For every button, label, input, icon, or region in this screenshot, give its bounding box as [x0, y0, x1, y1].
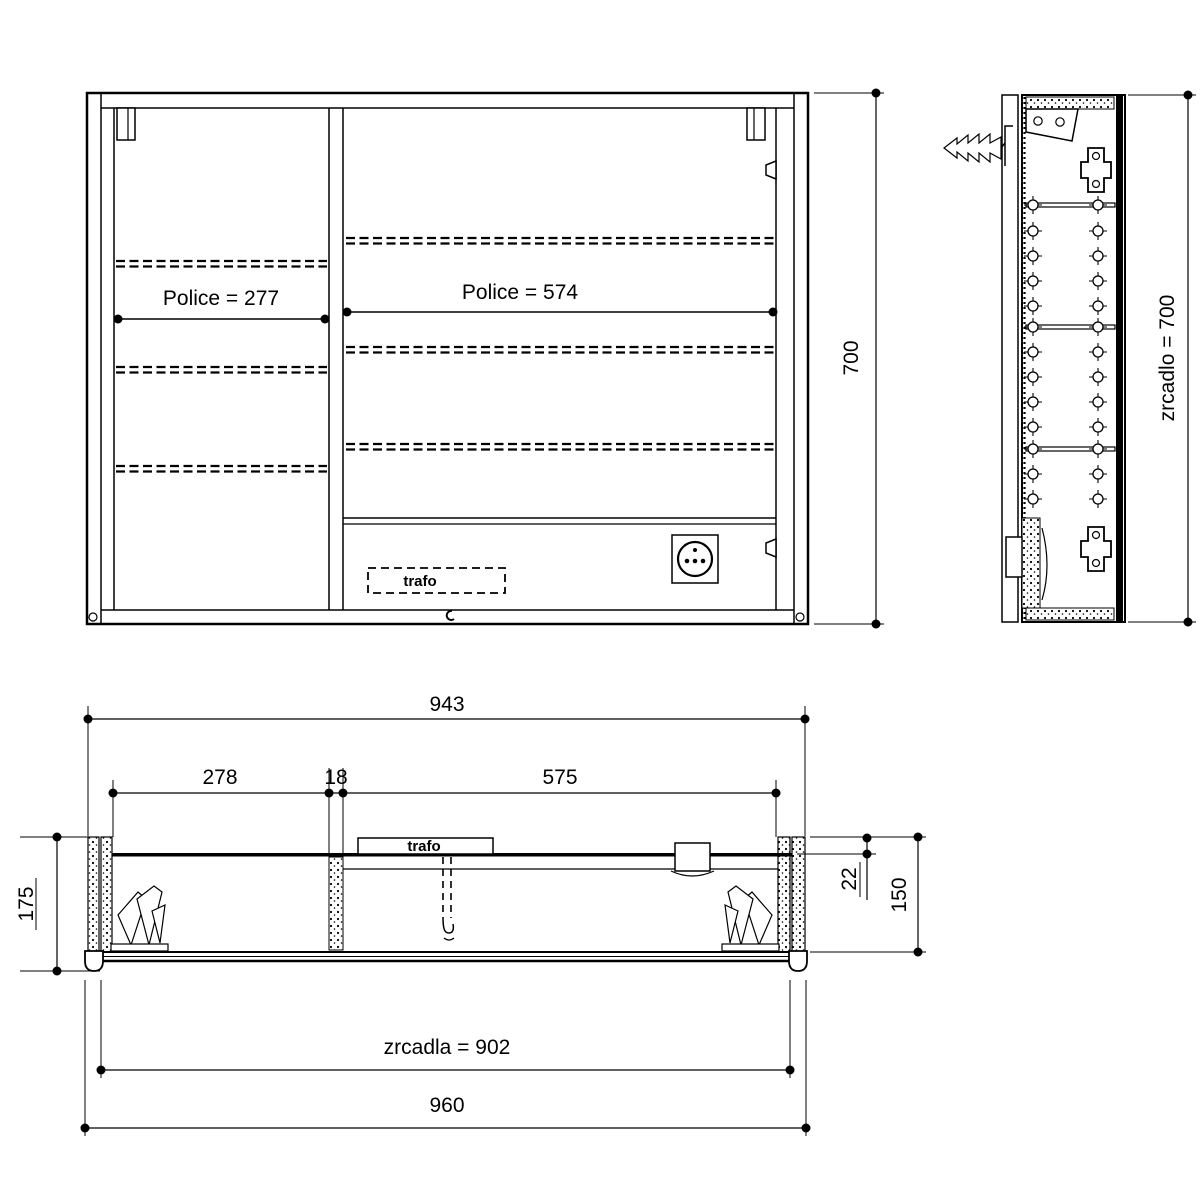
- corner-screw-right-icon: [796, 613, 804, 621]
- trafo-box-plan: [358, 838, 493, 855]
- door-edge-cap-right: [789, 951, 807, 971]
- body-width-dim-label: 943: [429, 693, 465, 716]
- door-edge-cap-left: [85, 951, 103, 971]
- right-shelf-dim-label: 575: [542, 766, 578, 789]
- power-socket-icon: [672, 535, 718, 583]
- side-mirror-height-dim-label: zrcadlo = 700: [1156, 294, 1179, 422]
- corner-screw-left-icon: [89, 613, 97, 621]
- divider-dim-label: 18: [324, 766, 348, 789]
- wall-bumper-icon: [1006, 537, 1022, 577]
- top-panel-section: [1026, 97, 1114, 109]
- depth-with-door-dim-label: 175: [15, 886, 38, 922]
- mirror-width-dim-label: zrcadla = 902: [383, 1036, 511, 1059]
- front-view: [87, 89, 884, 629]
- divider-section: [329, 857, 343, 950]
- left-shelf-dim-label: 278: [202, 766, 238, 789]
- hanger-bracket-left-icon: [117, 108, 135, 140]
- total-width-dim-label: 960: [429, 1094, 465, 1117]
- front-height-dim-label: 700: [840, 340, 863, 376]
- hinge-bottom-icon: [766, 539, 776, 557]
- trafo-label-plan: trafo: [407, 838, 441, 855]
- hinge-top-icon: [766, 161, 776, 179]
- body-depth-dim-label: 150: [888, 877, 911, 913]
- bottom-panel-section: [1026, 608, 1114, 620]
- lamp-clip-icon: [671, 843, 714, 876]
- trafo-label-front: trafo: [403, 573, 437, 590]
- hanger-bracket-right-icon: [747, 108, 765, 140]
- right-shelf-label: Police = 574: [461, 281, 579, 304]
- left-shelf-label: Police = 277: [162, 287, 280, 310]
- mirror-door-edge: [1116, 95, 1123, 622]
- lower-edge-band: [1022, 518, 1040, 608]
- glass-inset-dim-label: 22: [838, 867, 861, 891]
